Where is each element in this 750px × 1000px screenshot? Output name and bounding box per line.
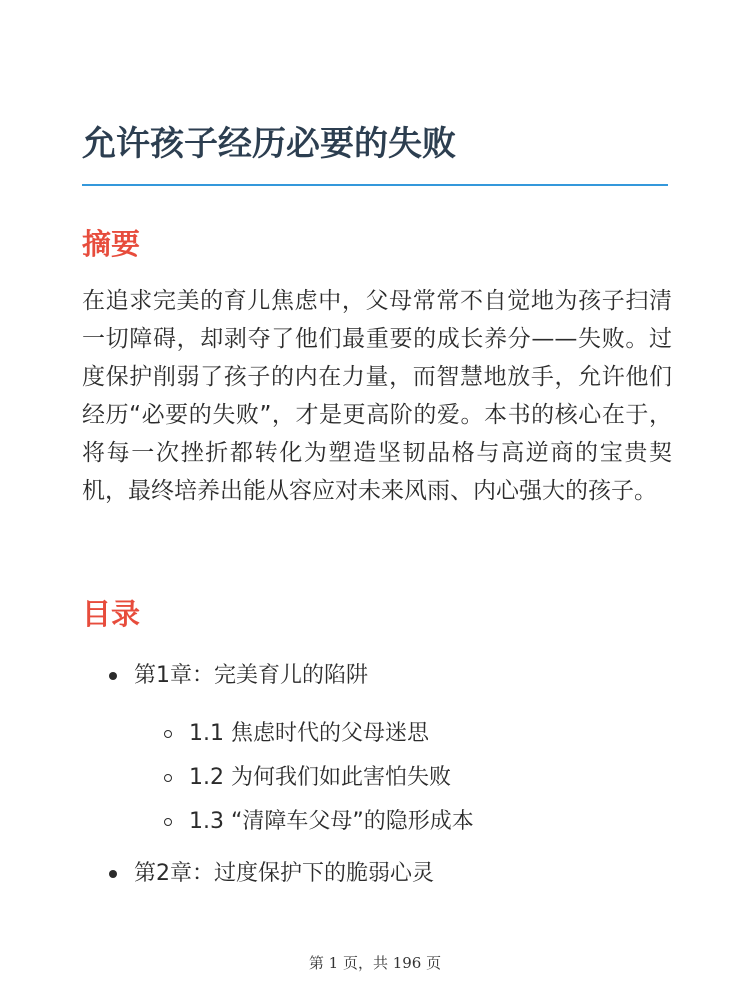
- abstract-paragraph: 在追求完美的育儿焦虑中，父母常常不自觉地为孩子扫清一切障碍，却剥夺了他们最重要的成长养分——失败。过度保护削弱了孩子的内在力量，而智慧地放手，允许他们经历“必要的失败”，才是更高阶的爱。本书的核心在于，将每一次挫折都转化为塑造坚韧品格与高逆商的宝贵契机，最终培养出能从容应对未来风雨、内心强大的孩子。: [82, 288, 672, 504]
- circle-bullet-icon: [164, 730, 172, 738]
- bullet-icon: [109, 672, 117, 680]
- toc-heading: 目录: [82, 597, 141, 631]
- toc-chapter-1: [82, 656, 668, 844]
- toc-section-1-3: [134, 800, 668, 844]
- toc-section-1-2: [134, 756, 668, 800]
- page-number-footer: 第 1 页，共 196 页: [308, 954, 442, 972]
- toc-section-label: 1.1 焦虑时代的父母迷思: [189, 721, 429, 746]
- toc-chapter-label: 第1章：完美育儿的陷阱: [134, 663, 368, 688]
- toc-section-1-1: [134, 712, 668, 756]
- toc-section-list: [134, 712, 668, 844]
- toc-chapter-label: 第2章：过度保护下的脆弱心灵: [134, 861, 434, 886]
- table-of-contents: [82, 656, 668, 894]
- circle-bullet-icon: [164, 774, 172, 782]
- title-divider: [82, 184, 668, 186]
- toc-section-label: 1.2 为何我们如此害怕失败: [189, 765, 451, 790]
- circle-bullet-icon: [164, 818, 172, 826]
- document-title: 允许孩子经历必要的失败: [82, 124, 456, 164]
- abstract-heading: 摘要: [82, 227, 141, 261]
- toc-chapter-2: [82, 854, 668, 894]
- bullet-icon: [109, 870, 117, 878]
- toc-section-label: 1.3 “清障车父母”的隐形成本: [189, 809, 474, 834]
